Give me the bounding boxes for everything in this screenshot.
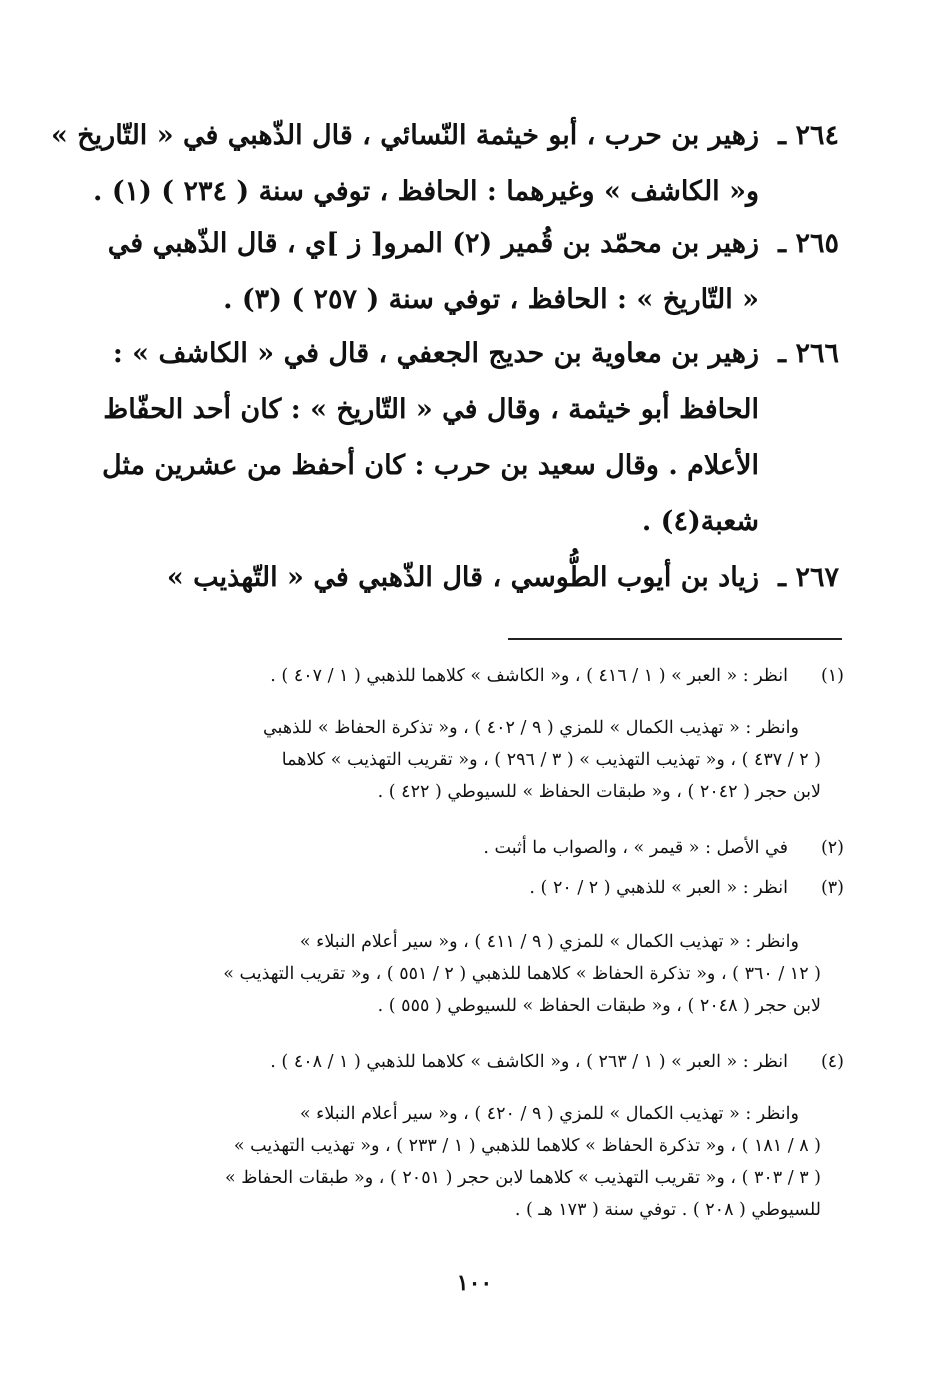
entry-line: الحافظ أبو خيثمة ، وقال في « التّاريخ » : كان أحد الحفّاظ: [103, 394, 759, 425]
page-number: ١٠٠: [456, 1270, 493, 1296]
entry-line: « التّاريخ » : الحافظ ، توفي سنة ( ٢٥٧ ) (٣) .: [223, 284, 759, 315]
entry-line: زهير بن محمّد بن قُمير (٢) المرو[ ز ]ي ، قال الذّهبي في: [107, 228, 759, 259]
footnote-text: انظر : « العبر » ( ١ / ٤١٦ ) ، و« الكاشف » كلاهما للذهبي ( ١ / ٤٠٧ ) .: [270, 666, 788, 686]
footnote-1: [104, 660, 844, 692]
entry-266: [79, 326, 839, 550]
footnote-line: وانظر : « تهذيب الكمال » للمزي ( ٩ / ٤٢٠ ) ، و« سير أعلام النبلاء »: [299, 1104, 799, 1124]
entry-number: ٢٦٤ ـ: [778, 120, 839, 151]
entry-265: [79, 216, 839, 328]
entry-number: ٢٦٥ ـ: [778, 228, 839, 259]
footnote-line: لابن حجر ( ٢٠٤٨ ) ، و« طبقات الحفاظ » للسيوطي ( ٥٥٥ ) .: [377, 996, 821, 1016]
entry-line: زهير بن حرب ، أبو خيثمة النّسائي ، قال الذّهبي في « التّاريخ »: [50, 120, 759, 151]
footnote-number: (١): [820, 666, 844, 686]
footnote-text: في الأصل : « قيمر » ، والصواب ما أثبت .: [483, 838, 788, 858]
footnote-line: ( ٢ / ٤٣٧ ) ، و« تهذيب التهذيب » ( ٣ / ٢٩٦ ) ، و« تقريب التهذيب » كلاهما: [281, 750, 821, 770]
footnote-3: [104, 872, 844, 904]
entry-line: شعبة(٤) .: [641, 506, 759, 537]
footnote-line: للسيوطي ( ٢٠٨ ) . توفي سنة ( ١٧٣ هـ ) .: [514, 1200, 821, 1220]
footnote-4: [104, 1046, 844, 1078]
footnote-2: [104, 832, 844, 864]
footnote-1-continuation: [95, 712, 821, 808]
entry-text: [102, 326, 759, 550]
entry-267: [79, 550, 839, 606]
footnote-text: انظر : « العبر » للذهبي ( ٢ / ٢٠ ) .: [529, 878, 788, 898]
footnote-4-continuation: [95, 1098, 821, 1226]
footnote-number: (٣): [820, 878, 844, 898]
footnote-line: ( ١٢ / ٣٦٠ ) ، و« تذكرة الحفاظ » كلاهما للذهبي ( ٢ / ٥٥١ ) ، و« تقريب التهذيب »: [223, 964, 821, 984]
entry-text: [108, 216, 759, 328]
entry-number: ٢٦٧ ـ: [778, 562, 839, 593]
footnote-separator: [508, 638, 842, 640]
entry-text: [167, 550, 759, 606]
footnote-3-continuation: [95, 926, 821, 1022]
entry-line: زياد بن أيوب الطُّوسي ، قال الذّهبي في « التّهذيب »: [166, 562, 759, 593]
footnote-line: وانظر : « تهذيب الكمال » للمزي ( ٩ / ٤٠٢ ) ، و« تذكرة الحفاظ » للذهبي: [262, 718, 799, 738]
entry-number: ٢٦٦ ـ: [778, 338, 839, 369]
footnote-text: انظر : « العبر » ( ١ / ٢٦٣ ) ، و« الكاشف » كلاهما للذهبي ( ١ / ٤٠٨ ) .: [270, 1052, 788, 1072]
footnote-number: (٤): [820, 1052, 844, 1072]
footnote-line: ( ٣ / ٣٠٣ ) ، و« تقريب التهذيب » كلاهما لابن حجر ( ٢٠٥١ ) ، و« طبقات الحفاظ »: [224, 1168, 821, 1188]
entry-264: [50, 108, 839, 220]
footnote-line: ( ٨ / ١٨١ ) ، و« تذكرة الحفاظ » كلاهما للذهبي ( ١ / ٢٣٣ ) ، و« تهذيب التهذيب »: [233, 1136, 821, 1156]
footnote-line: وانظر : « تهذيب الكمال » للمزي ( ٩ / ٤١١ ) ، و« سير أعلام النبلاء »: [299, 932, 799, 952]
footnote-number: (٢): [820, 838, 844, 858]
footnote-line: لابن حجر ( ٢٠٤٢ ) ، و« طبقات الحفاظ » للسيوطي ( ٤٢٢ ) .: [377, 782, 821, 802]
entry-line: و« الكاشف » وغيرهما : الحافظ ، توفي سنة ( ٢٣٤ ) (١) .: [93, 176, 759, 207]
entry-line: زهير بن معاوية بن حديج الجعفي ، قال في « الكاشف » :: [112, 338, 759, 369]
entry-text: [51, 108, 759, 220]
entry-line: الأعلام . وقال سعيد بن حرب : كان أحفظ من عشرين مثل: [101, 450, 759, 481]
